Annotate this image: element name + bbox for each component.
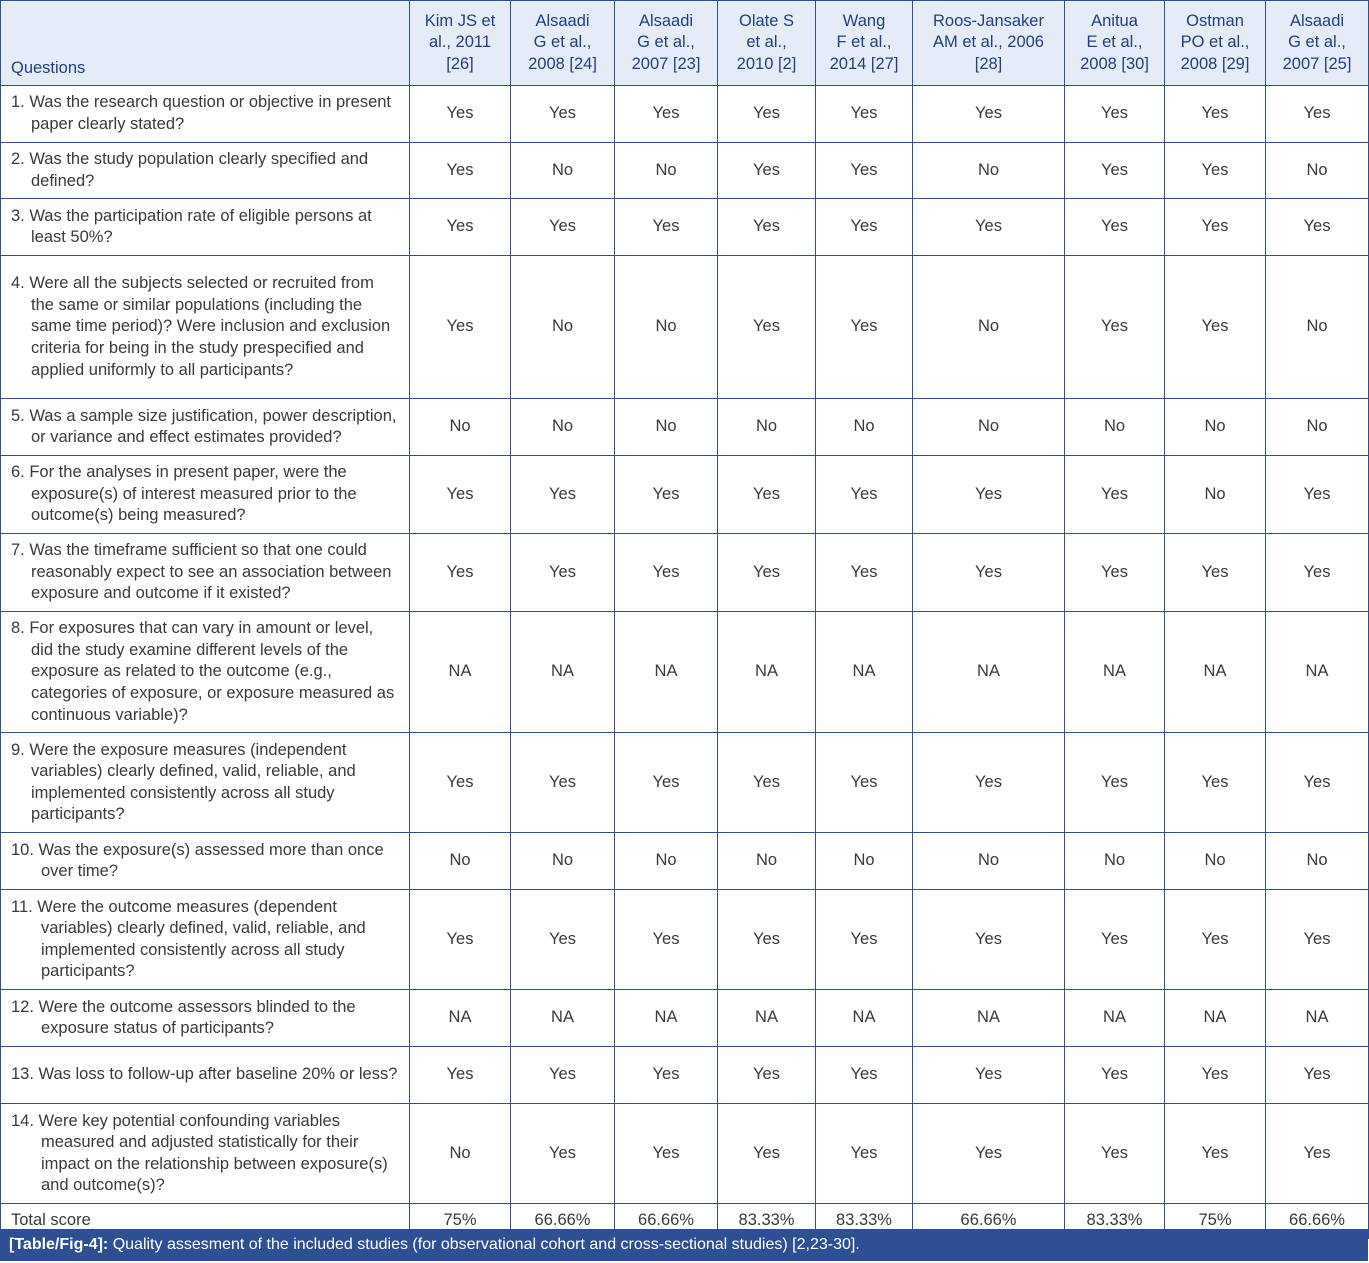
answer-cell: Yes <box>615 86 718 143</box>
answer-cell: Yes <box>1266 733 1369 833</box>
question-cell <box>1 399 410 456</box>
table-caption <box>0 1229 1368 1261</box>
question-cell <box>1 86 410 143</box>
table-row <box>1 733 1369 833</box>
answer-cell: NA <box>615 990 718 1047</box>
answer-cell: Yes <box>913 1047 1065 1104</box>
answer-cell: Yes <box>410 456 511 534</box>
question-text: 7. Was the timeframe sufficient so that one could reasonably expect to see an association between exposure and outcome if it existed? <box>11 541 392 603</box>
study-header-line: Olate S <box>738 11 795 30</box>
answer-cell: Yes <box>1266 456 1369 534</box>
answer-cell: No <box>1266 143 1369 199</box>
answer-cell: Yes <box>913 733 1065 833</box>
answer-cell: Yes <box>1065 1104 1165 1204</box>
question-text: 8. For exposures that can vary in amount or level, did the study examine different levels of the exposure as related to the outcome (e.g., categories of exposure, or exposure measured as continuous variable)? <box>11 619 395 724</box>
answer-cell: No <box>1165 833 1266 890</box>
answer-cell: Yes <box>1165 1104 1266 1204</box>
study-column-header <box>410 1 511 86</box>
table-row <box>1 833 1369 890</box>
answer-cell: Yes <box>718 456 816 534</box>
study-column-header <box>511 1 615 86</box>
answer-cell: Yes <box>511 1104 615 1204</box>
answer-cell: Yes <box>816 1104 913 1204</box>
table-row <box>1 534 1369 612</box>
table-row <box>1 256 1369 399</box>
answer-cell: No <box>1266 399 1369 456</box>
answer-cell: Yes <box>1165 733 1266 833</box>
question-cell <box>1 256 410 399</box>
answer-cell: Yes <box>511 534 615 612</box>
study-header-line: E et al., <box>1086 33 1143 52</box>
answer-cell: NA <box>913 990 1065 1047</box>
answer-cell: Yes <box>816 456 913 534</box>
total-score-cell: 83.33% <box>718 1204 816 1239</box>
study-header-line: 2008 [30] <box>1080 54 1149 73</box>
answer-cell: NA <box>511 990 615 1047</box>
study-header-line: G et al., <box>637 33 695 52</box>
answer-cell: Yes <box>1266 86 1369 143</box>
question-text: 14. Were key potential confounding variables measured and adjusted statistically for their impact on the relationship between exposure(s) and outcome(s)? <box>11 1111 388 1195</box>
question-text: 6. For the analyses in present paper, were the exposure(s) of interest measured prior to the outcome(s) being measured? <box>11 463 357 525</box>
question-text: 5. Was a sample size justification, power description, or variance and effect estimates provided? <box>11 406 397 447</box>
answer-cell: No <box>718 833 816 890</box>
answer-cell: No <box>511 399 615 456</box>
question-text: 2. Was the study population clearly specified and defined? <box>11 150 369 190</box>
answer-cell: No <box>615 399 718 456</box>
study-column-header <box>718 1 816 86</box>
total-score-cell: 66.66% <box>913 1204 1065 1239</box>
answer-cell: NA <box>410 990 511 1047</box>
answer-cell: Yes <box>718 256 816 399</box>
answer-cell: Yes <box>816 534 913 612</box>
question-cell <box>1 833 410 890</box>
answer-cell: No <box>913 143 1065 199</box>
answer-cell: Yes <box>718 1047 816 1104</box>
answer-cell: No <box>1065 833 1165 890</box>
answer-cell: No <box>410 833 511 890</box>
answer-cell: No <box>511 256 615 399</box>
question-cell <box>1 199 410 256</box>
answer-cell: Yes <box>1065 1047 1165 1104</box>
study-header-line: Roos-Jansaker <box>933 11 1044 30</box>
answer-cell: Yes <box>410 256 511 399</box>
question-cell <box>1 1047 410 1104</box>
answer-cell: Yes <box>913 534 1065 612</box>
study-header-line: AM et al., 2006 <box>933 33 1044 52</box>
answer-cell: Yes <box>511 86 615 143</box>
answer-cell: Yes <box>410 143 511 199</box>
answer-cell: NA <box>1165 990 1266 1047</box>
answer-cell: NA <box>718 990 816 1047</box>
answer-cell: Yes <box>1065 534 1165 612</box>
study-header-line: [26] <box>446 54 474 73</box>
answer-cell: Yes <box>1266 534 1369 612</box>
study-header-line: Alsaadi <box>638 11 694 30</box>
study-header-line: 2008 [29] <box>1180 54 1250 73</box>
answer-cell: Yes <box>1065 199 1165 256</box>
answer-cell: Yes <box>410 1047 511 1104</box>
answer-cell: NA <box>816 990 913 1047</box>
answer-cell: No <box>1165 456 1266 534</box>
answer-cell: Yes <box>410 534 511 612</box>
answer-cell: No <box>816 399 913 456</box>
answer-cell: Yes <box>511 456 615 534</box>
table-row <box>1 86 1369 143</box>
total-score-cell: 83.33% <box>1065 1204 1165 1239</box>
answer-cell: Yes <box>1065 733 1165 833</box>
answer-cell: No <box>1065 399 1165 456</box>
study-header-line: [28] <box>974 54 1003 73</box>
answer-cell: No <box>913 833 1065 890</box>
total-score-cell: 66.66% <box>615 1204 718 1239</box>
question-cell <box>1 456 410 534</box>
study-header-line: Anitua <box>1091 11 1138 30</box>
table-row <box>1 456 1369 534</box>
answer-cell: Yes <box>718 534 816 612</box>
table-row <box>1 143 1369 199</box>
answer-cell: Yes <box>816 86 913 143</box>
answer-cell: No <box>615 833 718 890</box>
table-body <box>1 86 1369 1239</box>
question-cell <box>1 890 410 990</box>
total-score-cell: 66.66% <box>511 1204 615 1239</box>
answer-cell: Yes <box>615 534 718 612</box>
answer-cell: NA <box>1266 990 1369 1047</box>
answer-cell: Yes <box>1165 1047 1266 1104</box>
question-text: 3. Was the participation rate of eligible persons at least 50%? <box>11 206 372 247</box>
answer-cell: Yes <box>511 733 615 833</box>
answer-cell: No <box>410 1104 511 1204</box>
answer-cell: Yes <box>816 890 913 990</box>
answer-cell: Yes <box>511 199 615 256</box>
study-column-header <box>615 1 718 86</box>
table-row <box>1 1047 1369 1104</box>
answer-cell: Yes <box>1065 86 1165 143</box>
table-row <box>1 612 1369 733</box>
question-text: 10. Was the exposure(s) assessed more than once over time? <box>11 840 384 881</box>
caption-label: [Table/Fig-4]: <box>9 1236 109 1253</box>
answer-cell: No <box>816 833 913 890</box>
answer-cell: NA <box>1266 612 1369 733</box>
answer-cell: NA <box>1165 612 1266 733</box>
study-header-line: PO et al., <box>1180 33 1250 52</box>
study-header-line: 2007 [25] <box>1282 54 1352 73</box>
study-header-line: Alsaadi <box>1289 11 1345 30</box>
answer-cell: Yes <box>615 733 718 833</box>
answer-cell: No <box>1266 833 1369 890</box>
study-column-header <box>1065 1 1165 86</box>
question-text: 9. Were the exposure measures (independent variables) clearly defined, valid, reliable, and implemented consistently across all study participants? <box>11 740 356 824</box>
study-header-line: 2008 [24] <box>528 54 597 73</box>
answer-cell: No <box>615 143 718 199</box>
answer-cell: Yes <box>718 890 816 990</box>
answer-cell: Yes <box>718 199 816 256</box>
total-score-label: Total score <box>1 1204 410 1239</box>
answer-cell: NA <box>615 612 718 733</box>
questions-column-header: Questions <box>1 1 410 86</box>
question-cell <box>1 612 410 733</box>
caption-text: Quality assesment of the included studies (for observational cohort and cross-sectional studies) [2,23-30]. <box>108 1236 860 1253</box>
study-column-header <box>1266 1 1369 86</box>
study-column-header <box>913 1 1065 86</box>
answer-cell: Yes <box>615 1047 718 1104</box>
answer-cell: Yes <box>410 86 511 143</box>
table-row <box>1 890 1369 990</box>
answer-cell: Yes <box>913 890 1065 990</box>
question-cell <box>1 143 410 199</box>
study-header-line: Kim JS et <box>424 11 496 30</box>
answer-cell: Yes <box>615 456 718 534</box>
answer-cell: Yes <box>1065 256 1165 399</box>
answer-cell: Yes <box>1065 456 1165 534</box>
answer-cell: Yes <box>816 1047 913 1104</box>
answer-cell: No <box>1165 399 1266 456</box>
answer-cell: Yes <box>913 199 1065 256</box>
study-header-line: 2014 [27] <box>829 54 899 73</box>
answer-cell: Yes <box>1165 86 1266 143</box>
answer-cell: Yes <box>718 143 816 199</box>
answer-cell: No <box>718 399 816 456</box>
answer-cell: Yes <box>913 86 1065 143</box>
answer-cell: No <box>913 399 1065 456</box>
answer-cell: NA <box>1065 612 1165 733</box>
answer-cell: Yes <box>718 733 816 833</box>
question-text: 13. Was loss to follow-up after baseline 20% or less? <box>11 1065 398 1084</box>
answer-cell: Yes <box>913 1104 1065 1204</box>
answer-cell: No <box>511 833 615 890</box>
answer-cell: Yes <box>410 199 511 256</box>
study-header-line: G et al., <box>533 33 592 52</box>
study-column-header <box>1165 1 1266 86</box>
question-cell <box>1 733 410 833</box>
table-row <box>1 199 1369 256</box>
answer-cell: Yes <box>410 733 511 833</box>
question-text: 12. Were the outcome assessors blinded to the exposure status of participants? <box>11 997 356 1038</box>
answer-cell: Yes <box>1266 1047 1369 1104</box>
answer-cell: Yes <box>615 199 718 256</box>
study-column-header <box>816 1 913 86</box>
question-text: 11. Were the outcome measures (dependent variables) clearly defined, valid, reliable, and implemented consistently across all study participants? <box>11 897 366 981</box>
table-row <box>1 399 1369 456</box>
answer-cell: Yes <box>816 256 913 399</box>
study-header-line: F et al., <box>836 33 892 52</box>
answer-cell: Yes <box>1165 534 1266 612</box>
answer-cell: Yes <box>615 1104 718 1204</box>
total-score-cell: 75% <box>410 1204 511 1239</box>
answer-cell: NA <box>1065 990 1165 1047</box>
table-row <box>1 1104 1369 1204</box>
answer-cell: Yes <box>511 890 615 990</box>
answer-cell: Yes <box>816 733 913 833</box>
study-header-line: 2007 [23] <box>631 54 701 73</box>
table-header-row <box>1 1 1369 86</box>
answer-cell: Yes <box>410 890 511 990</box>
answer-cell: Yes <box>718 1104 816 1204</box>
answer-cell: No <box>410 399 511 456</box>
study-header-line: 2010 [2] <box>736 54 797 73</box>
question-text: 4. Were all the subjects selected or recruited from the same or similar populations (including the same time period)? Were inclusion and exclusion criteria for being in the study prespecified and applied uniformly to all participants? <box>11 274 391 379</box>
answer-cell: Yes <box>1165 143 1266 199</box>
answer-cell: Yes <box>1065 890 1165 990</box>
answer-cell: NA <box>511 612 615 733</box>
question-cell <box>1 1104 410 1204</box>
answer-cell: Yes <box>1266 1104 1369 1204</box>
question-text: 1. Was the research question or objective in present paper clearly stated? <box>11 93 392 133</box>
study-header-line: Wang <box>842 11 886 30</box>
answer-cell: No <box>511 143 615 199</box>
study-header-line: al., 2011 <box>428 33 492 52</box>
answer-cell: Yes <box>1266 199 1369 256</box>
answer-cell: Yes <box>1165 256 1266 399</box>
study-header-line: G et al., <box>1288 33 1346 52</box>
question-cell <box>1 990 410 1047</box>
study-header-line: Ostman <box>1186 11 1244 30</box>
answer-cell: NA <box>913 612 1065 733</box>
answer-cell: Yes <box>1065 143 1165 199</box>
answer-cell: Yes <box>1266 890 1369 990</box>
answer-cell: No <box>913 256 1065 399</box>
answer-cell: Yes <box>718 86 816 143</box>
total-score-cell: 75% <box>1165 1204 1266 1239</box>
answer-cell: Yes <box>913 456 1065 534</box>
answer-cell: Yes <box>816 199 913 256</box>
total-score-cell: 66.66% <box>1266 1204 1369 1239</box>
study-header-line: et al., <box>746 33 787 52</box>
answer-cell: Yes <box>816 143 913 199</box>
study-header-line: Alsaadi <box>535 11 590 30</box>
answer-cell: Yes <box>1165 199 1266 256</box>
total-score-cell: 83.33% <box>816 1204 913 1239</box>
answer-cell: No <box>1266 256 1369 399</box>
answer-cell: NA <box>410 612 511 733</box>
answer-cell: NA <box>816 612 913 733</box>
answer-cell: Yes <box>1165 890 1266 990</box>
answer-cell: Yes <box>615 890 718 990</box>
table-row <box>1 990 1369 1047</box>
answer-cell: NA <box>718 612 816 733</box>
answer-cell: Yes <box>511 1047 615 1104</box>
answer-cell: No <box>615 256 718 399</box>
question-cell <box>1 534 410 612</box>
